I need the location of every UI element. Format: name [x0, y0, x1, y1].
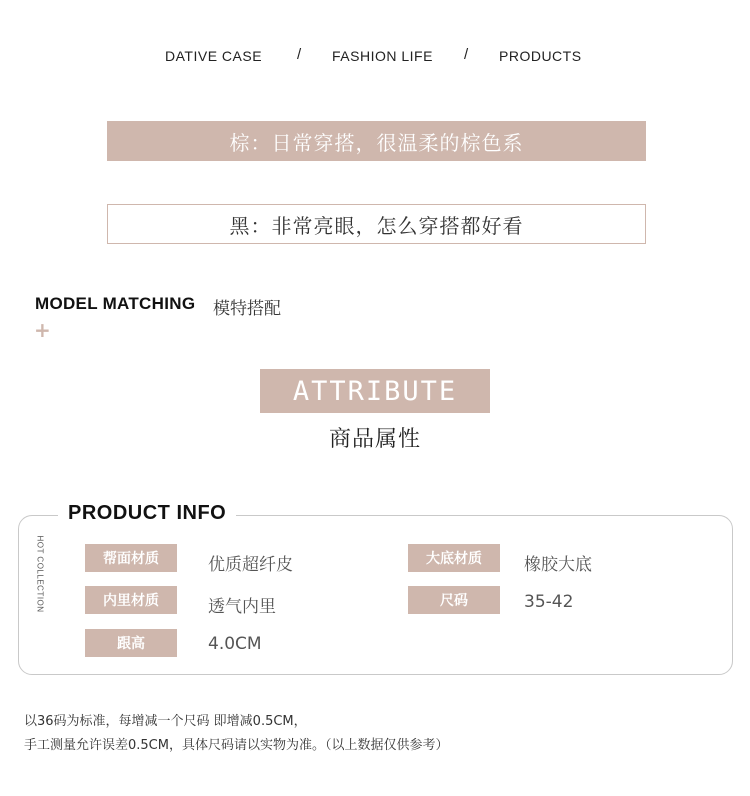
size-note-line-2: 手工测量允许误差0.5CM，具体尺码请以实物为准。（以上数据仅供参考） [24, 738, 449, 753]
upper-material-value: 优质超纤皮 [208, 555, 293, 575]
sole-material-value: 橡胶大底 [524, 555, 592, 575]
heel-height-value: 4.0CM [208, 634, 262, 654]
product-info-title: PRODUCT INFO [58, 502, 236, 525]
attribute-banner [260, 369, 490, 413]
attribute-title: ATTRIBUTE [292, 375, 458, 407]
model-matching-title: MODEL MATCHING [35, 294, 196, 313]
breadcrumb-fashion-life[interactable]: FASHION LIFE [332, 48, 433, 64]
hot-collection-label: HOT COLLECTION [35, 535, 45, 613]
brown-color-text: 棕：日常穿搭，很温柔的棕色系 [229, 130, 524, 155]
lining-material-tag: 内里材质 [85, 586, 177, 614]
size-value: 35-42 [524, 592, 574, 612]
attribute-subtitle: 商品属性 [328, 427, 421, 452]
breadcrumb-products[interactable]: PRODUCTS [499, 48, 582, 64]
black-color-bar [107, 204, 646, 244]
upper-material-tag: 帮面材质 [85, 544, 177, 572]
size-note-line-1: 以36码为标准，每增减一个尺码 即增减0.5CM， [24, 714, 307, 729]
breadcrumb-separator: / [297, 46, 302, 63]
lining-material-value: 透气内里 [208, 597, 276, 617]
brown-color-bar [107, 121, 646, 161]
sole-material-tag: 大底材质 [408, 544, 500, 572]
heel-height-tag: 跟高 [85, 629, 177, 657]
model-matching-subtitle: 模特搭配 [213, 299, 281, 319]
black-color-text: 黑：非常亮眼，怎么穿搭都好看 [229, 213, 524, 238]
plus-icon: + [34, 318, 51, 342]
size-tag: 尺码 [408, 586, 500, 614]
breadcrumb-dative-case[interactable]: DATIVE CASE [165, 48, 263, 64]
breadcrumb-separator: / [464, 46, 469, 63]
